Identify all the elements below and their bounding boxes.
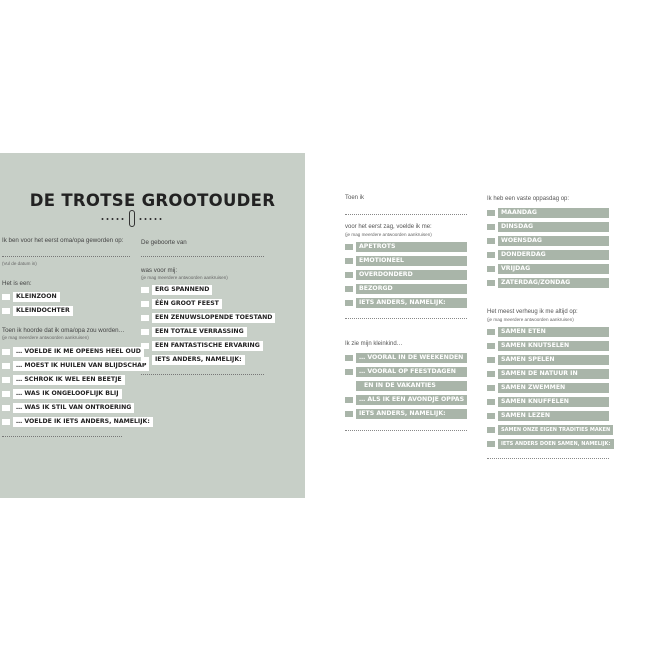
checkbox[interactable]: [487, 343, 495, 349]
paperclip-icon: [129, 210, 135, 227]
see-option[interactable]: [345, 352, 467, 363]
checkbox[interactable]: [345, 258, 353, 264]
feel-option[interactable]: [345, 241, 467, 252]
checkbox[interactable]: [487, 427, 495, 433]
feel-option[interactable]: [345, 255, 467, 266]
option-label: IETS ANDERS, NAMELIJK:: [152, 355, 245, 365]
fun-option[interactable]: [487, 396, 609, 407]
option-label: … SCHROK IK WEL EEN BEETJE: [13, 375, 125, 385]
fixed-day-label: Ik heb een vaste oppasdag op:: [487, 196, 570, 202]
option-label: SAMEN ZWEMMEN: [498, 383, 609, 393]
checkbox[interactable]: [345, 397, 353, 403]
checkbox[interactable]: [2, 349, 10, 355]
birth-label: De geboorte van: [141, 239, 187, 246]
heard-option[interactable]: [2, 402, 134, 413]
heard-option[interactable]: [2, 388, 122, 399]
option-label: OVERDONDERD: [356, 270, 467, 280]
option-label: EEN ZENUWSLOPENDE TOESTAND: [152, 313, 275, 323]
date-write-line[interactable]: [2, 256, 130, 257]
option-label: KLEINZOON: [13, 292, 60, 302]
option-label: … VOORAL IN DE WEEKENDEN: [356, 353, 467, 363]
option-label: SAMEN ETEN: [498, 327, 609, 337]
write-line[interactable]: [2, 436, 122, 437]
heard-option[interactable]: [2, 416, 153, 427]
day-option[interactable]: [487, 277, 609, 288]
checkbox[interactable]: [2, 419, 10, 425]
option-label: … MOEST IK HUILEN VAN BLIJDSCHAP: [13, 361, 149, 371]
checkbox[interactable]: [345, 286, 353, 292]
role-option[interactable]: [2, 291, 60, 302]
option-label: IETS ANDERS, NAMELIJK:: [356, 409, 467, 419]
see-label: Ik zie mijn kleinkind…: [345, 341, 403, 347]
option-label: EEN TOTALE VERRASSING: [152, 327, 247, 337]
first-saw-note: (je mag meerdere antwoorden aankruisen): [345, 232, 432, 237]
option-label: KLEINDOCHTER: [13, 306, 73, 316]
option-label: ZATERDAG/ZONDAG: [498, 278, 609, 288]
option-label: SAMEN KNUFFELEN: [498, 397, 609, 407]
option-label: WOENSDAG: [498, 236, 609, 246]
fun-option[interactable]: [487, 382, 609, 393]
checkbox[interactable]: [141, 301, 149, 307]
option-label: BEZORGD: [356, 284, 467, 294]
option-label: … WAS IK ONGELOOFLIJK BLIJ: [13, 389, 122, 399]
checkbox[interactable]: [345, 411, 353, 417]
heard-option[interactable]: [2, 346, 144, 357]
option-label: EN IN DE VAKANTIES: [356, 381, 467, 391]
option-label: ÉÉN GROOT FEEST: [152, 299, 222, 309]
checkbox[interactable]: [2, 363, 10, 369]
option-label: SAMEN KNUTSELEN: [498, 341, 609, 351]
checkbox[interactable]: [141, 329, 149, 335]
day-option[interactable]: [487, 235, 609, 246]
fun-option[interactable]: [487, 326, 609, 337]
option-label: SAMEN LEZEN: [498, 411, 609, 421]
birth-option[interactable]: [141, 284, 212, 295]
option-label: EMOTIONEEL: [356, 256, 467, 266]
first-saw-label: voor het eerst zag, voelde ik me:: [345, 224, 432, 230]
checkbox[interactable]: [487, 224, 495, 230]
option-label: IETS ANDERS DOEN SAMEN, NAMELIJK:: [498, 439, 614, 449]
page-title: DE TROTSE GROOTOUDER: [29, 191, 276, 210]
became-label: Ik ben voor het eerst oma/opa geworden op:: [2, 237, 124, 244]
day-option[interactable]: [487, 221, 609, 232]
fun-option[interactable]: [487, 410, 609, 421]
see-option-continued: [356, 380, 467, 391]
checkbox[interactable]: [141, 357, 149, 363]
checkbox[interactable]: [487, 371, 495, 377]
option-label: ERG SPANNEND: [152, 285, 212, 295]
see-option[interactable]: [345, 408, 467, 419]
birth-was-label: was voor mij:: [141, 267, 178, 274]
paperclip-divider: [92, 210, 172, 228]
dotted-ornament-right: [138, 218, 164, 220]
checkbox[interactable]: [487, 413, 495, 419]
fun-option[interactable]: [487, 354, 609, 365]
option-label: SAMEN ONZE EIGEN TRADITIES MAKEN: [498, 425, 613, 435]
role-option[interactable]: [2, 305, 73, 316]
feel-option[interactable]: [345, 269, 467, 280]
heard-note: (je mag meerdere antwoorden aankruisen): [2, 335, 89, 340]
write-line[interactable]: [345, 430, 467, 431]
dotted-ornament-left: [100, 218, 126, 220]
date-note: (Vul de datum in): [2, 261, 37, 266]
option-label: EEN FANTASTISCHE ERVARING: [152, 341, 263, 351]
heard-option[interactable]: [2, 360, 149, 371]
heard-option[interactable]: [2, 374, 125, 385]
checkbox[interactable]: [2, 377, 10, 383]
name-write-line[interactable]: [345, 214, 467, 215]
role-label: Het is een:: [2, 280, 32, 287]
option-label: … VOORAL OP FEESTDAGEN: [356, 367, 467, 377]
checkbox[interactable]: [345, 369, 353, 375]
fun-label: Het meest verheug ik me altijd op:: [487, 309, 578, 315]
day-option[interactable]: [487, 249, 609, 260]
fun-option[interactable]: [487, 438, 609, 449]
checkbox[interactable]: [487, 238, 495, 244]
birth-option[interactable]: [141, 298, 222, 309]
feel-option[interactable]: [345, 283, 467, 294]
checkbox[interactable]: [487, 385, 495, 391]
then-label: Toen ik: [345, 195, 365, 201]
fun-option[interactable]: [487, 340, 609, 351]
option-label: DINSDAG: [498, 222, 609, 232]
checkbox[interactable]: [487, 266, 495, 272]
name-write-line[interactable]: [141, 256, 264, 257]
left-page: [0, 153, 305, 498]
birth-note: (je mag meerdere antwoorden aankruisen): [141, 275, 228, 280]
heard-label: Toen ik hoorde dat ik oma/opa zou worden…: [2, 327, 125, 334]
option-label: … ALS IK EEN AVONDJE OPPAS: [356, 395, 467, 405]
checkbox[interactable]: [2, 308, 10, 314]
option-label: DONDERDAG: [498, 250, 609, 260]
option-label: … VOELDE IK ME OPEENS HEEL OUD: [13, 347, 144, 357]
option-label: … WAS IK STIL VAN ONTROERING: [13, 403, 134, 413]
option-label: IETS ANDERS, NAMELIJK:: [356, 298, 467, 308]
option-label: SAMEN DE NATUUR IN: [498, 369, 609, 379]
write-line[interactable]: [345, 318, 467, 319]
checkbox[interactable]: [141, 315, 149, 321]
option-label: MAANDAG: [498, 208, 609, 218]
fun-note: (je mag meerdere antwoorden aankruisen): [487, 317, 574, 322]
checkbox[interactable]: [2, 294, 10, 300]
checkbox[interactable]: [345, 272, 353, 278]
checkbox[interactable]: [487, 329, 495, 335]
birth-option[interactable]: [141, 312, 275, 323]
birth-option[interactable]: [141, 326, 247, 337]
option-label: SAMEN SPELEN: [498, 355, 609, 365]
checkbox[interactable]: [487, 280, 495, 286]
day-option[interactable]: [487, 263, 609, 274]
checkbox[interactable]: [487, 357, 495, 363]
checkbox[interactable]: [345, 300, 353, 306]
option-label: VRIJDAG: [498, 264, 609, 274]
write-line[interactable]: [487, 458, 609, 459]
checkbox[interactable]: [487, 252, 495, 258]
see-option[interactable]: [345, 366, 467, 377]
checkbox[interactable]: [345, 244, 353, 250]
fun-option[interactable]: [487, 424, 609, 435]
checkbox[interactable]: [487, 210, 495, 216]
checkbox[interactable]: [2, 391, 10, 397]
checkbox[interactable]: [141, 287, 149, 293]
feel-option[interactable]: [345, 297, 467, 308]
checkbox[interactable]: [345, 355, 353, 361]
day-option[interactable]: [487, 207, 609, 218]
checkbox[interactable]: [487, 441, 495, 447]
option-label: … VOELDE IK IETS ANDERS, NAMELIJK:: [13, 417, 153, 427]
checkbox[interactable]: [487, 399, 495, 405]
option-label: APETROTS: [356, 242, 467, 252]
checkbox[interactable]: [2, 405, 10, 411]
write-line[interactable]: [141, 374, 264, 375]
see-option[interactable]: [345, 394, 467, 405]
fun-option[interactable]: [487, 368, 609, 379]
birth-option[interactable]: [141, 340, 263, 351]
birth-option[interactable]: [141, 354, 245, 365]
checkbox[interactable]: [141, 343, 149, 349]
